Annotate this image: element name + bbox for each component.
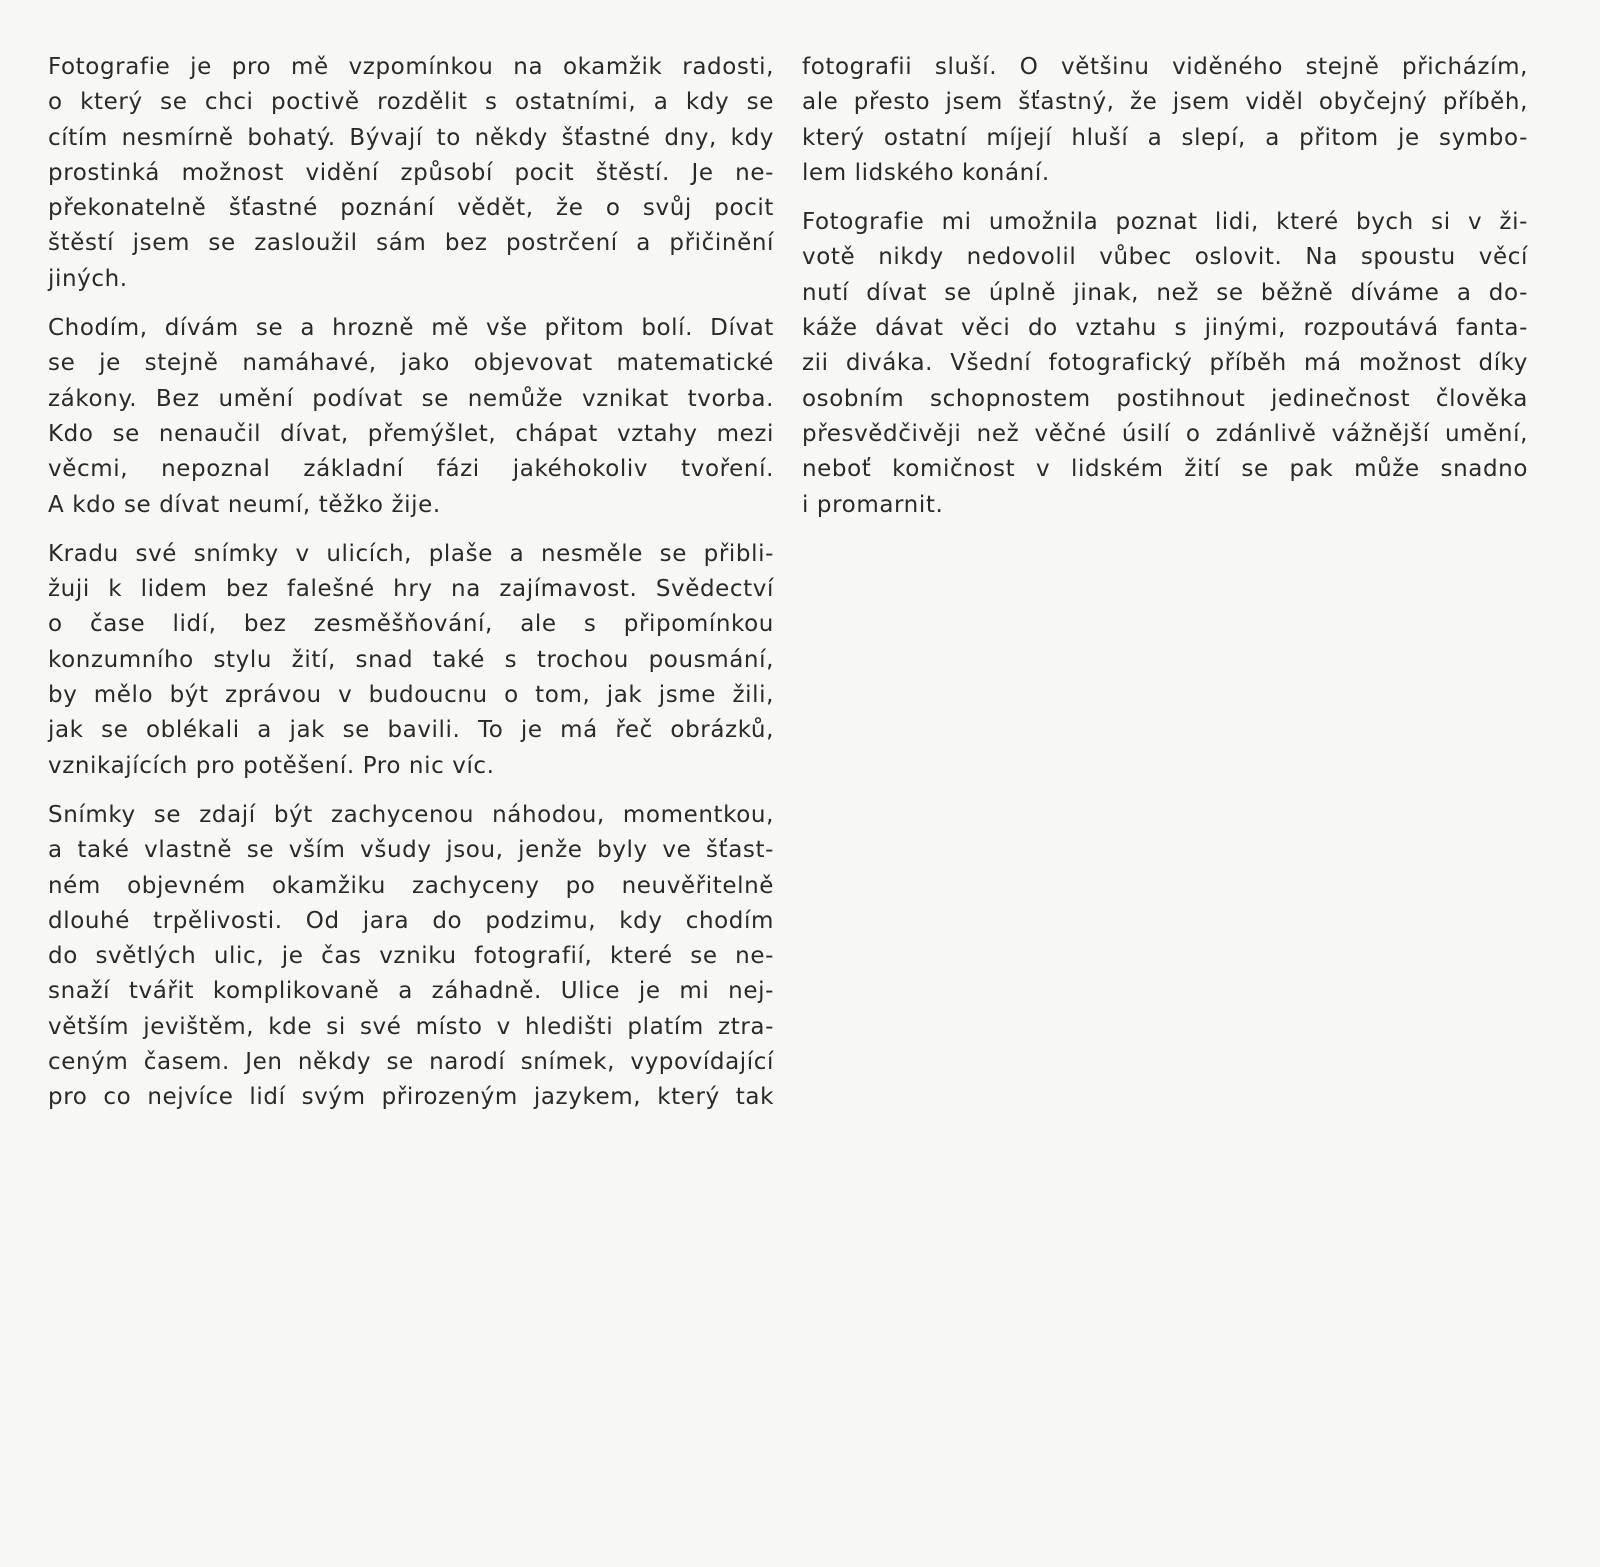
text-line: Chodím, dívám se a hrozně mě vše přitom bolí. Dívat	[48, 315, 774, 342]
text-line: lem lidského konání.	[802, 159, 1050, 186]
paragraph	[48, 537, 774, 784]
text-line: i promarnit.	[802, 491, 944, 518]
text-line: neboť komičnost v lidském žití se pak může snadno	[802, 456, 1528, 483]
text-line: snaží tvářit komplikovaně a záhadně. Ulice je mi nej-	[48, 978, 774, 1005]
text-line: o čase lidí, bez zesměšňování, ale s připomínkou	[48, 611, 774, 638]
text-line: dlouhé trpělivosti. Od jara do podzimu, kdy chodím	[48, 907, 774, 934]
text-line: vznikajících pro potěšení. Pro nic víc.	[48, 752, 495, 779]
text-line: zii diváka. Všední fotografický příběh má možnost díky	[802, 350, 1528, 377]
text-line: věcmi, nepoznal základní fázi jakéhokoliv tvoření.	[48, 456, 774, 483]
text-line: káže dávat věci do vztahu s jinými, rozpoutává fanta-	[802, 315, 1528, 342]
text-line: fotografii sluší. O většinu viděného stejně přicházím,	[802, 54, 1528, 80]
text-line: ale přesto jsem šťastný, že jsem viděl obyčejný příběh,	[802, 89, 1528, 116]
text-line: překonatelně šťastné poznání vědět, že o svůj pocit	[48, 195, 774, 222]
text-line: zákony. Bez umění podívat se nemůže vznikat tvorba.	[48, 385, 774, 412]
text-line: osobním schopnostem postihnout jedinečnost člověka	[802, 385, 1528, 412]
text-line: a také vlastně se vším všudy jsou, jenže byly ve šťast-	[48, 837, 774, 864]
text-line: který ostatní míjejí hluší a slepí, a přitom je symbo-	[802, 124, 1528, 151]
text-line: by mělo být zprávou v budoucnu o tom, jak jsme žili,	[48, 682, 774, 709]
text-line: cítím nesmírně bohatý. Bývají to někdy šťastné dny, kdy	[48, 124, 774, 151]
text-line: A kdo se dívat neumí, těžko žije.	[48, 491, 441, 518]
text-line: Snímky se zdají být zachycenou náhodou, momentkou,	[48, 801, 774, 828]
text-line: jiných.	[48, 265, 128, 292]
paragraph	[802, 50, 1528, 191]
text-line: Fotografie mi umožnila poznat lidi, které bych si v ži-	[802, 209, 1528, 236]
text-line: ceným časem. Jen někdy se narodí snímek, vypovídající	[48, 1049, 774, 1076]
text-line: jak se oblékali a jak se bavili. To je má řeč obrázků,	[48, 717, 774, 744]
paragraph	[48, 311, 774, 523]
right-text-column	[802, 50, 1528, 537]
left-text-column	[48, 50, 774, 1130]
text-line: se je stejně namáhavé, jako objevovat matematické	[48, 350, 774, 377]
text-line: do světlých ulic, je čas vzniku fotografií, které se ne-	[48, 943, 774, 970]
text-line: žuji k lidem bez falešné hry na zajímavost. Svědectví	[48, 576, 774, 603]
text-line: Kdo se nenaučil dívat, přemýšlet, chápat vztahy mezi	[48, 420, 774, 447]
text-line: Kradu své snímky v ulicích, plaše a nesměle se přibli-	[48, 540, 774, 567]
text-line: votě nikdy nedovolil vůbec oslovit. Na spoustu věcí	[802, 244, 1528, 271]
text-line: přesvědčivěji než věčné úsilí o zdánlivě vážnější umění,	[802, 420, 1528, 447]
text-line: větším jevištěm, kde si své místo v hledišti platím ztra-	[48, 1013, 774, 1040]
text-line: štěstí jsem se zasloužil sám bez postrčení a přičinění	[48, 230, 774, 257]
paragraph	[802, 205, 1528, 523]
text-line: nutí dívat se úplně jinak, než se běžně díváme a do-	[802, 279, 1528, 306]
text-line: Fotografie je pro mě vzpomínkou na okamžik radosti,	[48, 54, 774, 80]
text-line: pro co nejvíce lidí svým přirozeným jazykem, který tak	[48, 1084, 774, 1111]
text-line: o který se chci poctivě rozdělit s ostatními, a kdy se	[48, 89, 774, 116]
paragraph	[48, 798, 774, 1116]
text-line: ném objevném okamžiku zachyceny po neuvěřitelně	[48, 872, 774, 899]
text-line: konzumního stylu žití, snad také s trochou pousmání,	[48, 646, 774, 673]
paragraph	[48, 50, 774, 297]
text-line: prostinká možnost vidění způsobí pocit štěstí. Je ne-	[48, 159, 774, 186]
